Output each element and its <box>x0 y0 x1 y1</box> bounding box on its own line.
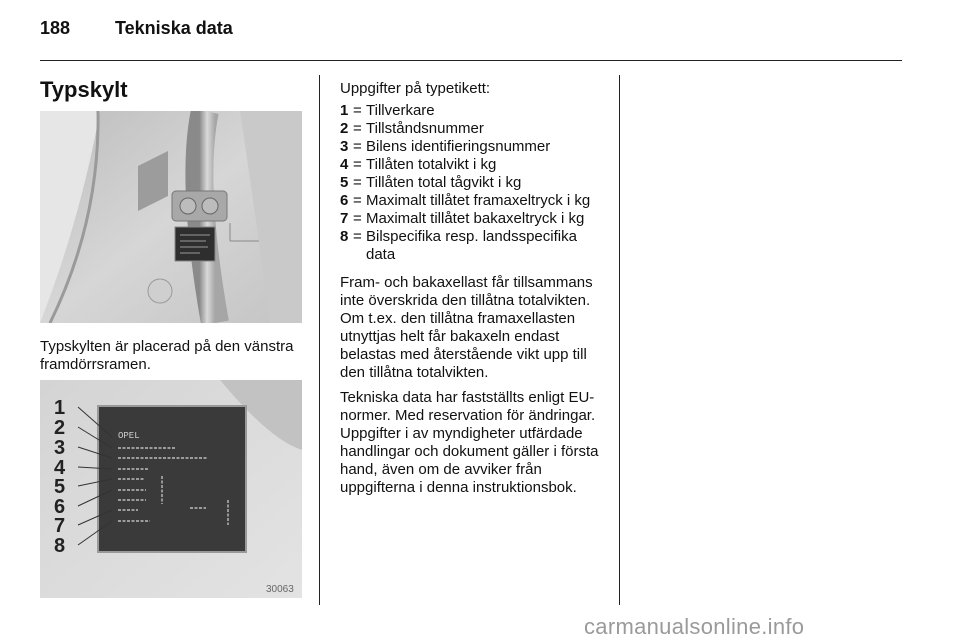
legend-item <box>340 228 608 264</box>
legend-equals: = <box>353 228 362 245</box>
legend-item <box>340 102 608 120</box>
legend-equals: = <box>353 138 362 155</box>
legend-equals: = <box>353 192 362 209</box>
callout-6: 6 <box>54 496 66 518</box>
legend-item <box>340 174 608 192</box>
legend-number: 1 <box>340 102 349 119</box>
door-frame-photo <box>40 111 302 323</box>
legend-text: Maximalt tillåtet bakaxeltryck i kg <box>366 210 585 227</box>
callout-3: 3 <box>54 437 66 459</box>
legend-intro: Uppgifter på typetikett: <box>340 80 491 97</box>
callout-4: 4 <box>54 457 66 479</box>
legend-equals: = <box>353 120 362 137</box>
legend-item <box>340 138 608 156</box>
callout-2: 2 <box>54 417 66 439</box>
legend-item <box>340 120 608 138</box>
header-rule <box>40 60 902 61</box>
callout-7: 7 <box>54 515 66 537</box>
callout-1: 1 <box>54 397 66 419</box>
legend-number: 6 <box>340 192 349 209</box>
column-divider-1 <box>319 75 320 605</box>
legend-text: Tillverkare <box>366 102 435 119</box>
page-number: 188 <box>40 18 71 38</box>
section-title: Typskylt <box>40 77 128 102</box>
image-number: 30063 <box>266 584 294 595</box>
legend-item <box>340 192 608 210</box>
legend-number: 2 <box>340 120 349 137</box>
legend-text: Maximalt tillåtet framaxeltryck i kg <box>366 192 591 209</box>
legend-number: 5 <box>340 174 349 191</box>
legend-equals: = <box>353 156 362 173</box>
callout-5: 5 <box>54 476 66 498</box>
legend-text: Tillståndsnummer <box>366 120 484 137</box>
callout-8: 8 <box>54 535 66 557</box>
chapter-title: Tekniska data <box>115 18 233 38</box>
legend-number: 8 <box>340 228 349 245</box>
legend-text: Bilspecifika resp. landsspecifika data <box>366 228 577 263</box>
watermark-footer: carmanualsonline.info <box>584 614 805 639</box>
paragraph-eu-norms: Tekniska data har fastställts enligt EU-normer. Med reservation för ändringar. Uppgifter i av myndigheter utfärdade handlingar och dokument gäller i första hand, även om de avviker från uppgifterna i denna instruktionsbok. <box>340 389 599 496</box>
legend-text: Tillåten total tågvikt i kg <box>366 174 522 191</box>
photo-caption: Typskylten är placerad på den vänstra framdörrsramen. <box>40 338 294 373</box>
legend-equals: = <box>353 102 362 119</box>
legend-number: 3 <box>340 138 349 155</box>
legend-text: Bilens identifieringsnummer <box>366 138 551 155</box>
legend-equals: = <box>353 174 362 191</box>
legend-equals: = <box>353 210 362 227</box>
page-header <box>40 18 900 52</box>
legend-number: 4 <box>340 156 349 173</box>
type-label-photo <box>40 380 302 598</box>
paragraph-axle-load: Fram- och bakaxellast får tillsammans inte överskrida den tillåtna totalvikten. Om t.ex. den tillåtna framaxellasten utnyttjas helt får bakaxeln endast belastas med återstående vikt upp till den tillåtna totalvikten. <box>340 274 593 381</box>
legend-number: 7 <box>340 210 349 227</box>
label-brand: OPEL <box>118 431 140 441</box>
column-divider-2 <box>619 75 620 605</box>
legend-item <box>340 210 608 228</box>
legend-text: Tillåten totalvikt i kg <box>366 156 497 173</box>
text-column <box>340 80 608 497</box>
legend-item <box>340 156 608 174</box>
